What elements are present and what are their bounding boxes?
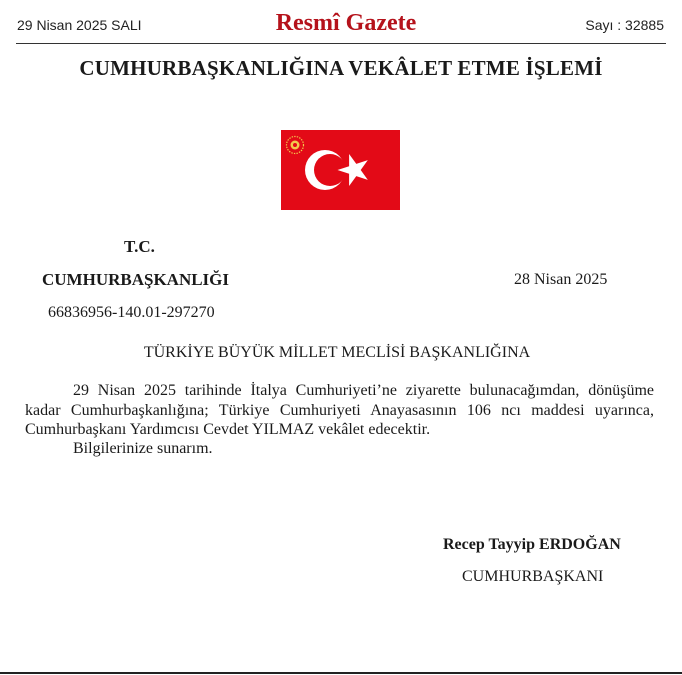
header-divider <box>16 43 666 44</box>
presidency-name: CUMHURBAŞKANLIĞI <box>42 270 230 289</box>
reference-number: 66836956-140.01-297270 <box>48 304 215 321</box>
document-date: 28 Nisan 2025 <box>514 271 608 288</box>
document-title: CUMHURBAŞKANLIĞINA VEKÂLET ETME İŞLEMİ <box>79 56 603 80</box>
gazette-issue-number: Sayı : 32885 <box>585 17 664 33</box>
signer-title: CUMHURBAŞKANI <box>462 568 604 585</box>
bottom-divider <box>0 672 682 674</box>
recipient: TÜRKİYE BÜYÜK MİLLET MECLİSİ BAŞKANLIĞINA <box>143 344 531 361</box>
turkish-flag-icon <box>281 130 400 210</box>
gazette-title: Resmî Gazete <box>275 10 417 36</box>
tc-label: T.C. <box>124 237 155 256</box>
closing-line: Bilgilerinize sunarım. <box>73 440 213 457</box>
body-paragraph <box>25 381 654 440</box>
signer-name: Recep Tayyip ERDOĞAN <box>443 536 621 553</box>
body-text: 29 Nisan 2025 tarihinde İtalya Cumhuriyeti’ne ziyarette bulunacağımdan, dönüşüme kadar Cumhurbaşkanlığına; Türkiye Cumhuriyeti Anayasasının 106 ncı maddesi uyarınca, Cumhurbaşkanı Yardımcısı Cevdet YILMAZ vekâlet edecektir. <box>25 382 654 438</box>
gazette-date: 29 Nisan 2025 SALI <box>17 17 142 33</box>
